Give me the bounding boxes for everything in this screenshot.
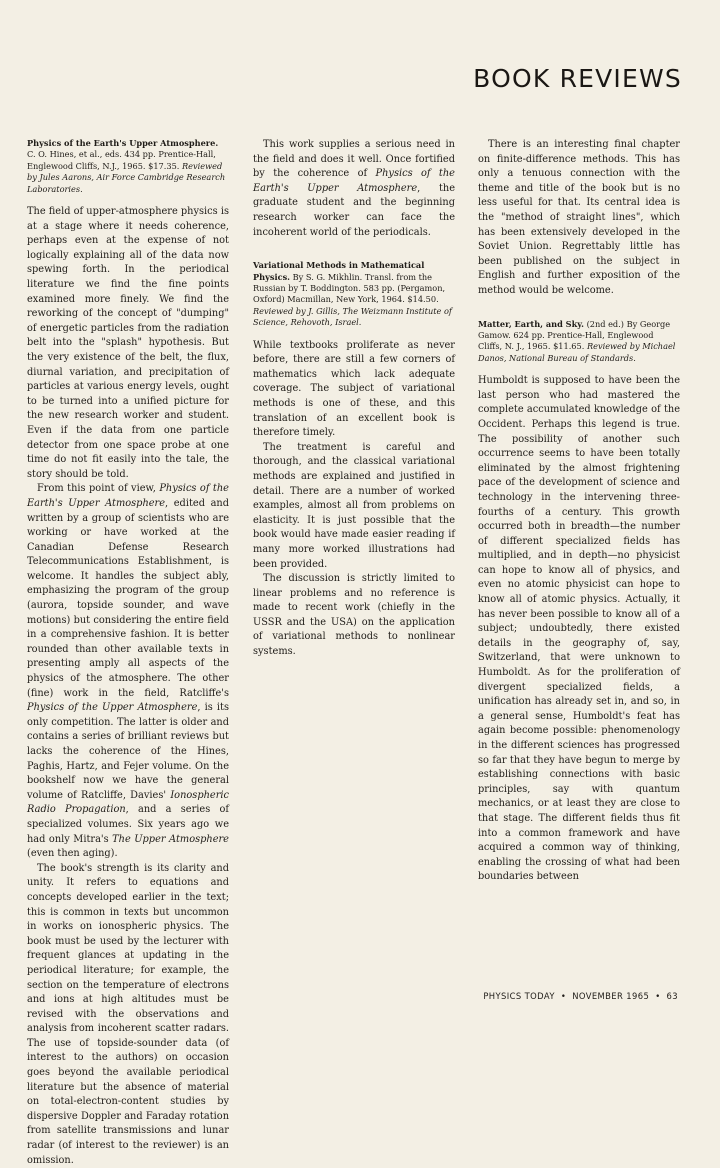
review-1-paragraph-4 — [253, 138, 455, 240]
review-3-paragraph-1: Humboldt is supposed to have been the last person who had mastered the complete accumulated knowledge of the Occident. Perhaps this legend is true. The possibility of another such occurrence seems to have been totally eliminated by the almost frightening pace of the development of science and technology in the intervening three-fourths of a century. This growth occurred both in breadth—the number of different specialized fields has multiplied, and in depth—no physicist can hope to know all of physics, and even no atomic physicist can hope to know all of atomic physics. Actually, it has never been possible to know all of a subject; undoubtedly, there existed details in the geography of, say, Switzerland, that were unknown to Humboldt. As for the proliferation of divergent specialized fields, a unification has already set in, and so, in a general sense, Humboldt's feat has again become possible: phenomenology in the different sciences has progressed so far that they have begun to merge by establishing connections with basic principles, say with quantum mechanics, or at least they are close to that stage. The different fields thus fit into a common framework and have acquired a common way of thinking, enabling the crossing of what had been boundaries between — [478, 375, 680, 883]
page-number: 63 — [666, 991, 678, 1001]
review-1-p2-text-e: (even then aging). — [27, 848, 118, 860]
review-1-p2-book-title-4: The Upper Atmosphere — [112, 833, 229, 845]
column-3 — [478, 138, 680, 885]
review-1-p2-text-b: , edited and written by a group of scientists who are working or have worked at the Canadian Defense Research Telecommunications Establishment, is welcome. It handles the subject ably, emphasizing the program of the group (aurora, topside sounder, and wave motions) but considering the entire field in a comprehensive fashion. It is better rounded than other available texts in presenting amply all aspects of the physics of the atmosphere. The other (fine) work in the field, Ratcliffe's — [27, 497, 229, 699]
journal-name: PHYSICS TODAY — [483, 991, 555, 1001]
review-3-title: Matter, Earth, and Sky. — [478, 318, 584, 329]
review-1-p2-book-title-2: Physics of the Upper Atmosphere — [27, 702, 198, 714]
review-2-paragraph-4: There is an interesting final chapter on finite-difference methods. This has only a tenuous connection with the theme and title of the book but is no less useful for that. Its central idea is the "method of straight lines", which has been extensively developed in the Soviet Union. Regrettably little has been published on the subject in English and further exposition of the method would be welcome. — [478, 139, 680, 296]
review-2-reviewer: Reviewed by J. Gillis, The Weizmann Institute of Science, Rehovoth, Israel. — [253, 305, 452, 328]
review-1-p2-book-title: Physics of the Earth's Upper Atmosphere — [27, 483, 229, 509]
review-1-paragraph-1: The field of upper-atmosphere physics is at a stage where it needs coherence, perhaps even at the expense of not logically explaining all of the data now spewing forth. In the periodical literature we find the fine points examined more finely. We find the reworking of the concept of "dumping" of energetic particles from the radiation belt into the "splash" hypothesis. But the very existence of the belt, the flux, diurnal variation, and precipitation of particles at various energy levels, ought to be turned into a unified picture for the new research worker and student. Even if the data from one particle detector from one space probe at one time do not fit easily into the tale, the story should be told. — [27, 206, 229, 480]
review-1-reviewer: Reviewed by Jules Aarons, Air Force Cambridge Research Laboratories. — [27, 160, 226, 194]
review-2-paragraph-1: While textbooks proliferate as never before, there are still a few corners of mathematics which lack adequate coverage. The subject of variational methods is one of these, and this translation of an excellent book is therefore timely. — [253, 339, 455, 439]
review-2-biblio: By S. G. Mikhlin. Transl. from the Russian by T. Boddington. 583 pp. (Pergamon, Oxford) Macmillan, New York, 1964. $14.50. — [253, 271, 446, 305]
page-footer — [483, 991, 678, 1001]
section-title: BOOK REVIEWS — [473, 64, 682, 93]
issue-date: NOVEMBER 1965 — [572, 991, 650, 1001]
column-1 — [27, 138, 229, 1168]
review-1-biblio: C. O. Hines, et al., eds. 434 pp. Prentice-Hall, Englewood Cliffs, N.J., 1965. $17.35. — [27, 149, 216, 171]
review-1-paragraph-2 — [27, 482, 229, 861]
review-1-p2-text-c: , is its only competition. The latter is older and contains a series of brilliant reviews but lacks the coherence of the Hines, Paghis, Hartz, and Fejer volume. On the bookshelf now we have the general volume of Ratcliffe, Davies' — [27, 702, 229, 801]
review-2-header — [253, 260, 455, 328]
footer-separator-2: • — [655, 991, 661, 1001]
review-1-p4-text-b: , the graduate student and the beginning research worker can face the incoherent world of the periodicals. — [253, 182, 455, 238]
review-2-paragraph-3: The discussion is strictly limited to linear problems and no reference is made to recent work (chiefly in the USSR and the USA) on the application of variational methods to nonlinear systems. — [253, 573, 455, 658]
review-1-title: Physics of the Earth's Upper Atmosphere. — [27, 138, 219, 148]
review-1-header — [27, 138, 229, 195]
review-1-p2-text-d: , and a series of specialized volumes. Six years ago we had only Mitra's — [27, 804, 229, 845]
review-1-p4-text-a: This work supplies a serious need in the field and does it well. Once fortified by the coherence of — [253, 139, 455, 180]
review-1-p2-text-a: From this point of view, — [37, 483, 160, 495]
review-2-title: Variational Methods in Mathematical Physics. — [253, 260, 425, 282]
review-1-p4-book-title: Physics of the Earth's Upper Atmosphere — [253, 168, 455, 194]
review-2-paragraph-2: The treatment is careful and thorough, and the classical variational methods are explained and justified in detail. There are a number of worked examples, almost all from problems on elasticity. It is just possible that the book would have made easier reading if many more worked illustrations had been provided. — [253, 441, 455, 570]
column-2 — [253, 138, 455, 660]
review-1-p2-book-title-3: Ionospheric Radio Propagation — [27, 789, 229, 816]
review-3-reviewer: Reviewed by Michael Danos, National Bureau of Standards. — [478, 341, 676, 363]
review-3-header — [478, 319, 680, 365]
review-3-biblio: (2nd ed.) By George Gamow. 624 pp. Prentice-Hall, Englewood Cliffs, N. J., 1965. $11.65. — [478, 318, 671, 352]
review-1-paragraph-3: The book's strength is its clarity and unity. It refers to equations and concepts developed earlier in the text; this is common in texts but uncommon in works on ionospheric physics. The book must be used by the lecturer with frequent glances at updating in the periodical literature; for example, the section on the temperature of electrons and ions at high altitudes must be revised with the observations and analysis from incoherent scatter radars. The use of topside-sounder data (of interest to the authors) on occasion goes beyond the available periodical literature but the absence of material on total-electron-content studies by dispersive Doppler and Faraday rotation from satellite transmissions and lunar radar (of interest to the reviewer) is an omission. — [27, 862, 229, 1166]
footer-separator: • — [560, 991, 567, 1001]
